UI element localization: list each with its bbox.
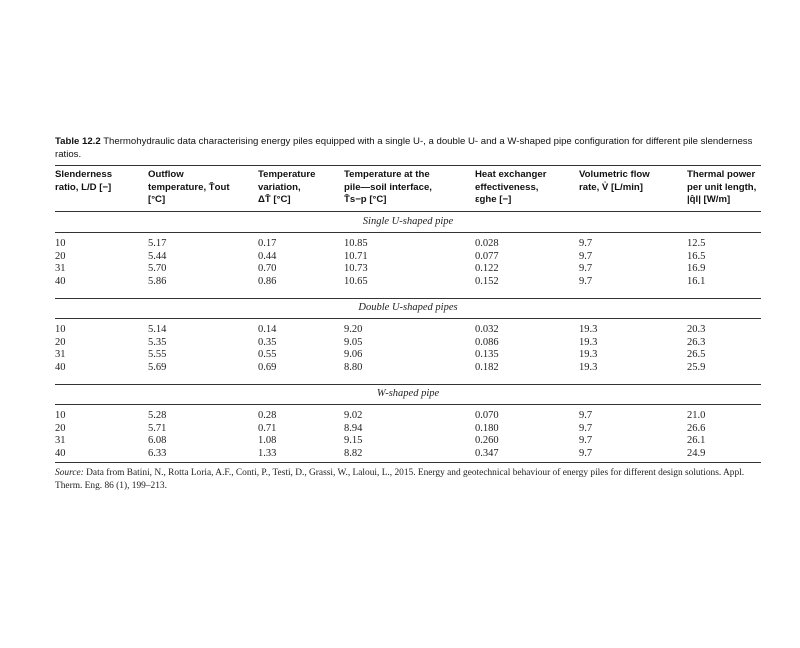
cell-variation: 0.14 bbox=[258, 324, 277, 335]
column-header-line: T̄s−p [°C] bbox=[344, 194, 387, 205]
cell-power: 26.6 bbox=[687, 422, 706, 434]
column-header-line: Heat exchanger bbox=[475, 169, 547, 180]
table-row bbox=[0, 348, 800, 361]
cell-power: 16.1 bbox=[687, 275, 706, 287]
column-header-slenderness bbox=[55, 169, 112, 194]
cell-variation: 0.86 bbox=[258, 275, 277, 287]
caption-text: Thermohydraulic data characterising energy piles equipped with a single U-, a double U- and a W-shaped pipe configuration for different pile slenderness ratios. bbox=[55, 136, 753, 160]
table-row bbox=[0, 237, 800, 250]
cell-effectiveness: 0.070 bbox=[475, 410, 499, 421]
column-header-line: εghe [−] bbox=[475, 194, 512, 205]
cell-flow: 9.7 bbox=[579, 435, 593, 446]
group-rule bbox=[55, 232, 761, 233]
cell-outflow: 5.70 bbox=[148, 263, 167, 274]
cell-slenderness: 31 bbox=[55, 349, 66, 360]
cell-power: 16.9 bbox=[687, 263, 706, 274]
table-row bbox=[0, 250, 800, 263]
column-header-line: Thermal power bbox=[687, 169, 756, 180]
cell-interface: 9.20 bbox=[344, 324, 363, 335]
column-header-line: pile—soil interface, bbox=[344, 181, 432, 193]
cell-effectiveness: 0.028 bbox=[475, 238, 499, 249]
cell-effectiveness: 0.032 bbox=[475, 324, 499, 335]
column-header-line: Outflow bbox=[148, 169, 184, 180]
cell-flow: 9.7 bbox=[579, 250, 593, 262]
cell-variation: 0.70 bbox=[258, 263, 277, 274]
column-header-line: rate, V̇ [L/min] bbox=[579, 181, 643, 193]
cell-slenderness: 20 bbox=[55, 336, 66, 348]
cell-slenderness: 20 bbox=[55, 422, 66, 434]
cell-effectiveness: 0.182 bbox=[475, 361, 499, 373]
table-row bbox=[0, 275, 800, 288]
column-header-line: Temperature bbox=[258, 169, 316, 180]
cell-interface: 9.06 bbox=[344, 349, 363, 360]
cell-flow: 19.3 bbox=[579, 336, 598, 348]
cell-variation: 0.55 bbox=[258, 349, 277, 360]
table-caption bbox=[55, 136, 765, 161]
cell-variation: 0.71 bbox=[258, 422, 277, 434]
cell-power: 26.5 bbox=[687, 349, 706, 360]
table-row bbox=[0, 323, 800, 336]
column-header-variation bbox=[258, 169, 315, 207]
cell-slenderness: 40 bbox=[55, 361, 66, 373]
source-text: Data from Batini, N., Rotta Loria, A.F., Conti, P., Testi, D., Grassi, W., Laloui, L., 2015. Energy and geotechnical behaviour of energy piles for different design solutions. Appl. Therm. Eng. 86 (1), 199–213. bbox=[55, 468, 745, 491]
cell-slenderness: 40 bbox=[55, 275, 66, 287]
cell-outflow: 5.28 bbox=[148, 410, 167, 421]
cell-interface: 9.02 bbox=[344, 410, 363, 421]
column-header-effectiveness bbox=[475, 169, 546, 207]
cell-interface: 8.80 bbox=[344, 361, 363, 373]
cell-outflow: 5.86 bbox=[148, 275, 167, 287]
cell-slenderness: 40 bbox=[55, 447, 66, 459]
cell-power: 24.9 bbox=[687, 447, 706, 459]
cell-variation: 0.44 bbox=[258, 250, 277, 262]
group-title: W-shaped pipe bbox=[376, 388, 440, 399]
cell-variation: 0.28 bbox=[258, 410, 277, 421]
table-row bbox=[0, 409, 800, 422]
column-header-line: [°C] bbox=[148, 194, 166, 205]
column-header-power bbox=[687, 169, 756, 207]
column-header-line: ratio, L/D [−] bbox=[55, 181, 112, 193]
column-header-line: Temperature at the bbox=[344, 169, 430, 180]
cell-flow: 9.7 bbox=[579, 447, 593, 459]
cell-effectiveness: 0.135 bbox=[475, 349, 499, 360]
cell-flow: 19.3 bbox=[579, 361, 598, 373]
cell-interface: 10.85 bbox=[344, 238, 368, 249]
column-header-line: Volumetric flow bbox=[579, 169, 650, 180]
group-end-rule bbox=[55, 384, 761, 385]
cell-outflow: 6.08 bbox=[148, 435, 167, 446]
column-header-line: variation, bbox=[258, 181, 301, 193]
cell-slenderness: 20 bbox=[55, 250, 66, 262]
cell-variation: 0.35 bbox=[258, 336, 277, 348]
column-header-line: temperature, T̄out bbox=[148, 181, 230, 193]
cell-slenderness: 10 bbox=[55, 324, 66, 335]
cell-variation: 0.17 bbox=[258, 238, 277, 249]
cell-outflow: 5.44 bbox=[148, 250, 167, 262]
cell-power: 26.1 bbox=[687, 435, 706, 446]
cell-slenderness: 10 bbox=[55, 410, 66, 421]
cell-outflow: 5.17 bbox=[148, 238, 167, 249]
cell-variation: 0.69 bbox=[258, 361, 277, 373]
cell-interface: 8.94 bbox=[344, 422, 363, 434]
group-rule bbox=[55, 318, 761, 319]
bottom-rule bbox=[55, 462, 761, 463]
cell-variation: 1.33 bbox=[258, 447, 277, 459]
cell-power: 16.5 bbox=[687, 250, 706, 262]
cell-interface: 10.73 bbox=[344, 263, 368, 274]
column-header-line: Slenderness bbox=[55, 169, 113, 180]
cell-interface: 8.82 bbox=[344, 447, 363, 459]
column-header-line: per unit length, bbox=[687, 181, 757, 193]
cell-outflow: 5.71 bbox=[148, 422, 167, 434]
cell-effectiveness: 0.347 bbox=[475, 447, 499, 459]
cell-effectiveness: 0.152 bbox=[475, 275, 499, 287]
cell-interface: 9.05 bbox=[344, 336, 363, 348]
column-header-line: effectiveness, bbox=[475, 181, 539, 193]
cell-flow: 9.7 bbox=[579, 422, 593, 434]
cell-flow: 9.7 bbox=[579, 410, 593, 421]
cell-outflow: 6.33 bbox=[148, 447, 167, 459]
cell-interface: 10.71 bbox=[344, 250, 368, 262]
cell-outflow: 5.35 bbox=[148, 336, 167, 348]
header-rule bbox=[55, 211, 761, 212]
group-rule bbox=[55, 404, 761, 405]
table-row bbox=[0, 336, 800, 349]
cell-flow: 19.3 bbox=[579, 324, 598, 335]
source-note bbox=[55, 467, 761, 492]
cell-slenderness: 31 bbox=[55, 435, 66, 446]
cell-outflow: 5.69 bbox=[148, 361, 167, 373]
cell-power: 26.3 bbox=[687, 336, 706, 348]
table-label: Table 12.2 bbox=[55, 136, 101, 147]
cell-effectiveness: 0.086 bbox=[475, 336, 499, 348]
cell-effectiveness: 0.180 bbox=[475, 422, 499, 434]
cell-power: 12.5 bbox=[687, 238, 706, 249]
cell-effectiveness: 0.077 bbox=[475, 250, 499, 262]
cell-outflow: 5.14 bbox=[148, 324, 167, 335]
column-header-outflow bbox=[148, 169, 230, 207]
cell-power: 21.0 bbox=[687, 410, 706, 421]
cell-flow: 9.7 bbox=[579, 263, 593, 274]
column-header-interface bbox=[344, 169, 432, 207]
table-row bbox=[0, 434, 800, 447]
table-row bbox=[0, 361, 800, 374]
cell-flow: 9.7 bbox=[579, 275, 593, 287]
cell-interface: 9.15 bbox=[344, 435, 363, 446]
cell-variation: 1.08 bbox=[258, 435, 277, 446]
column-header-line: ΔT̄ [°C] bbox=[258, 194, 291, 205]
group-title: Double U-shaped pipes bbox=[358, 302, 458, 313]
group-end-rule bbox=[55, 298, 761, 299]
table-row bbox=[0, 447, 800, 460]
cell-effectiveness: 0.260 bbox=[475, 435, 499, 446]
group-title: Single U-shaped pipe bbox=[362, 216, 454, 227]
top-rule bbox=[55, 165, 761, 166]
column-header-line: |q̂l| [W/m] bbox=[687, 194, 731, 205]
cell-slenderness: 10 bbox=[55, 238, 66, 249]
cell-power: 20.3 bbox=[687, 324, 706, 335]
cell-power: 25.9 bbox=[687, 361, 706, 373]
table-row bbox=[0, 422, 800, 435]
cell-flow: 19.3 bbox=[579, 349, 598, 360]
cell-slenderness: 31 bbox=[55, 263, 66, 274]
cell-outflow: 5.55 bbox=[148, 349, 167, 360]
source-label: Source: bbox=[55, 468, 84, 478]
cell-flow: 9.7 bbox=[579, 238, 593, 249]
table-row bbox=[0, 262, 800, 275]
cell-interface: 10.65 bbox=[344, 275, 368, 287]
column-header-flow bbox=[579, 169, 650, 194]
cell-effectiveness: 0.122 bbox=[475, 263, 499, 274]
